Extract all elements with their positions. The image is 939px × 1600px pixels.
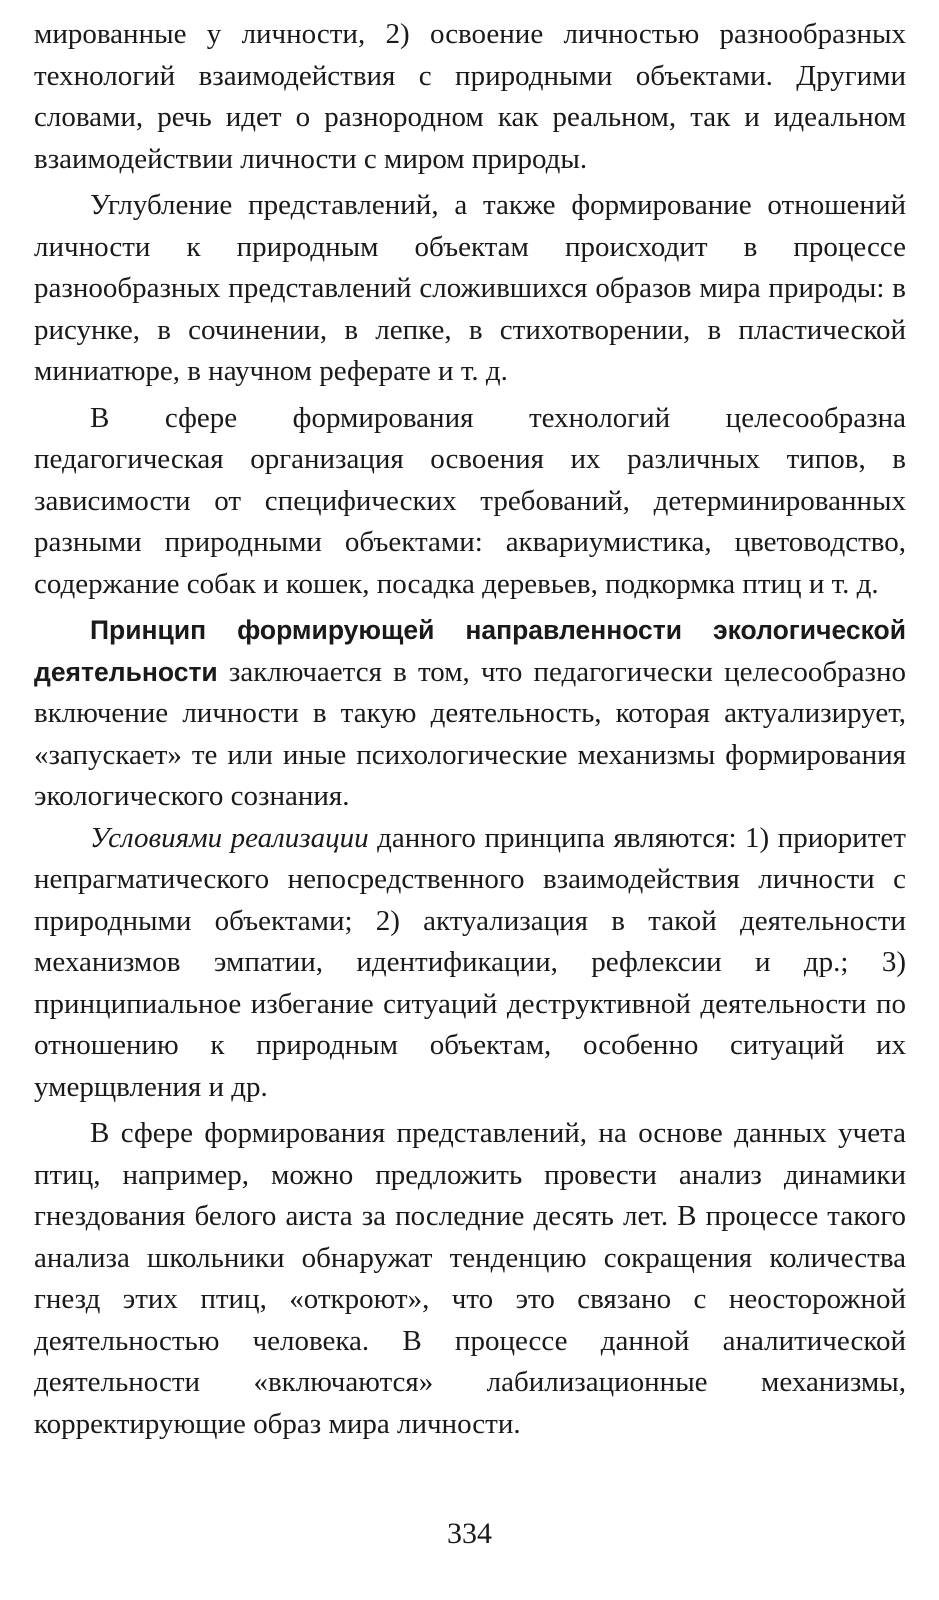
principle-heading: Принцип формирующей направленности экологической деятельности (34, 615, 906, 687)
conditions-lead: Условиями реализации (90, 821, 369, 854)
conditions-text: данного принципа являются: 1) приоритет непрагматического непосредственного взаимодействия личности с природными объектами; 2) актуализация в такой деятельности механизмов эмпатии, идентификации, рефлексии и др.; 3) принципиальное избегание ситуаций деструктивной деятельности по отношению к природным объектам, особенно ситуаций их умерщвления и др. (34, 821, 906, 1103)
paragraph-principle (34, 610, 906, 818)
paragraph-technologies: В сфере формирования технологий целесообразна педагогическая организация освоения их различных типов, в зависимости от специфических требований, детерминированных разными природными объектами: аквариумистика, цветоводство, содержание собак и кошек, посадка деревьев, подкормка птиц и т. д. (34, 401, 906, 600)
page-body (34, 14, 906, 1445)
paragraph-conditions (34, 818, 906, 1109)
paragraph-continuation: мированные у личности, 2) освоение личностью разнообразных технологий взаимодействия с природными объектами. Другими словами, речь идет о разнородном как реальном, так и идеальном взаимодействии личности с миром природы. (34, 18, 906, 175)
paragraph-representations: Углубление представлений, а также формирование отношений личности к природным объектам происходит в процессе разнообразных представлений сложившихся образов мира природы: в рисунке, в сочинении, в лепке, в стихотворении, в пластической миниатюре, в научном реферате и т. д. (34, 189, 906, 387)
principle-text: заключается в том, что педагогически целесообразно включение личности в такую деятельность, которая актуализирует, «запускает» те или иные психологические механизмы формирования экологического сознания. (34, 655, 906, 812)
paragraph-stork-analysis: В сфере формирования представлений, на основе данных учета птиц, например, можно предложить провести анализ динамики гнездования белого аиста за последние десять лет. В процессе такого анализа школьники обнаружат тенденцию сокращения количества гнезд этих птиц, «откроют», что это связано с неосторожной деятельностью человека. В процессе данной аналитической деятельности «включаются» лабилизационные механизмы, корректирующие образ мира личности. (34, 1117, 906, 1440)
page-number: 334 (447, 1517, 492, 1550)
